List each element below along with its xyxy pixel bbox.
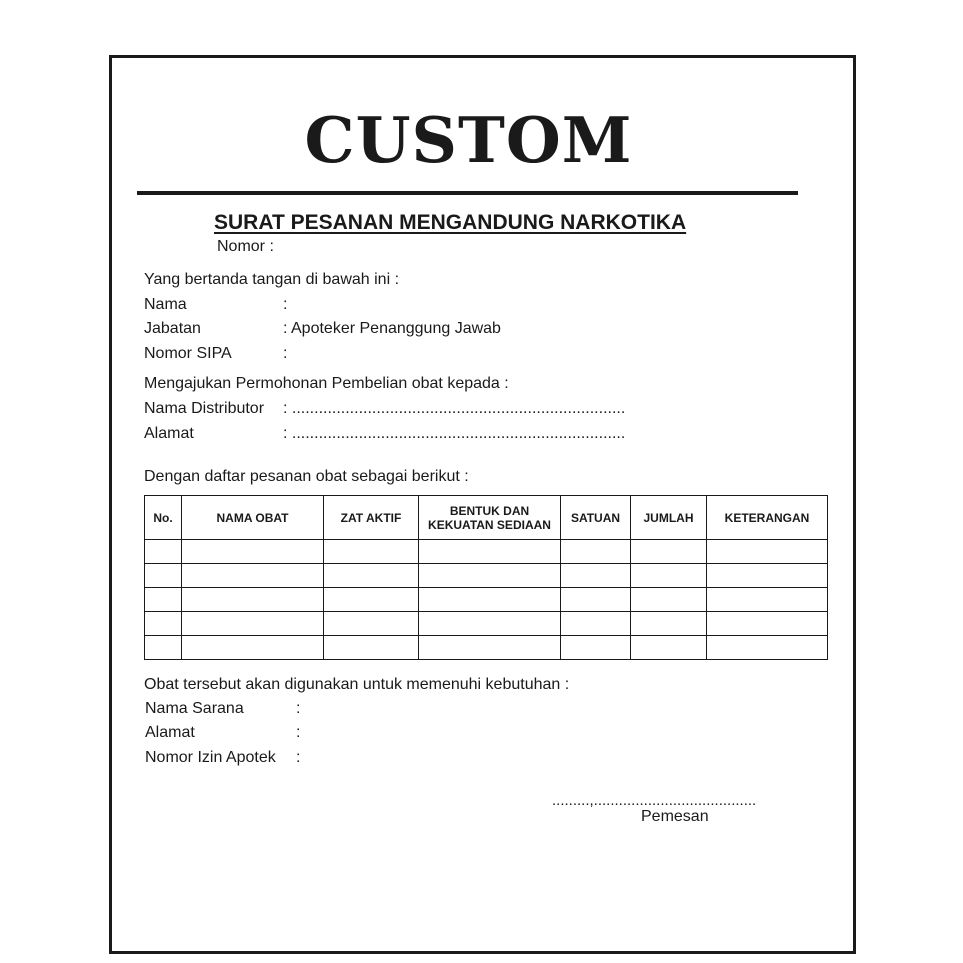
- table-cell: [631, 636, 707, 660]
- table-cell: [561, 564, 631, 588]
- field-label-izin-apotek: Nomor Izin Apotek: [145, 749, 276, 766]
- field-value-izin-apotek: :: [296, 749, 301, 766]
- field-label-alamat-distributor: Alamat: [144, 425, 194, 442]
- table-cell: [182, 564, 324, 588]
- table-cell: [182, 540, 324, 564]
- table-cell: [145, 636, 182, 660]
- field-value-nama-sarana: :: [296, 700, 301, 717]
- table-cell: [707, 540, 828, 564]
- table-cell: [631, 612, 707, 636]
- table-cell: [419, 564, 561, 588]
- purpose-text: Obat tersebut akan digunakan untuk memenuhi kebutuhan :: [144, 676, 570, 693]
- table-cell: [631, 540, 707, 564]
- field-value-alamat-sarana: :: [296, 724, 301, 741]
- field-label-distributor: Nama Distributor: [144, 400, 265, 417]
- order-table: [144, 495, 828, 660]
- header-jumlah: JUMLAH: [631, 496, 707, 540]
- intro-text: Yang bertanda tangan di bawah ini :: [144, 271, 400, 288]
- table-cell: [324, 612, 419, 636]
- table-cell: [561, 588, 631, 612]
- table-cell: [561, 636, 631, 660]
- field-label-sipa: Nomor SIPA: [144, 345, 232, 362]
- field-label-nama-sarana: Nama Sarana: [145, 700, 244, 717]
- table-cell: [707, 612, 828, 636]
- table-cell: [324, 564, 419, 588]
- table-cell: [419, 588, 561, 612]
- table-cell: [561, 612, 631, 636]
- table-cell: [145, 564, 182, 588]
- list-intro-text: Dengan daftar pesanan obat sebagai berikut :: [144, 468, 469, 485]
- table-cell: [145, 612, 182, 636]
- table-cell: [145, 588, 182, 612]
- request-text: Mengajukan Permohonan Pembelian obat kepada :: [144, 375, 509, 392]
- header-satuan: SATUAN: [561, 496, 631, 540]
- table-cell: [145, 540, 182, 564]
- field-value-nama: :: [283, 296, 288, 313]
- header-keterangan: KETERANGAN: [707, 496, 828, 540]
- signature-place-date: .........,.......................................: [552, 792, 757, 809]
- signature-role: Pemesan: [641, 808, 709, 825]
- table-cell: [324, 540, 419, 564]
- table-row: [145, 588, 828, 612]
- document-title: SURAT PESANAN MENGANDUNG NARKOTIKA: [214, 211, 687, 234]
- table-cell: [707, 588, 828, 612]
- table-cell: [419, 540, 561, 564]
- table-cell: [707, 636, 828, 660]
- table-row: [145, 612, 828, 636]
- table-cell: [631, 588, 707, 612]
- field-value-alamat-distributor: : ...........................................................................: [283, 425, 626, 442]
- field-label-alamat-sarana: Alamat: [145, 724, 195, 741]
- table-cell: [631, 564, 707, 588]
- table-cell: [182, 588, 324, 612]
- table-cell: [707, 564, 828, 588]
- table-cell: [182, 636, 324, 660]
- field-label-jabatan: Jabatan: [144, 320, 201, 337]
- table-cell: [324, 588, 419, 612]
- table-body: [145, 540, 828, 660]
- field-value-jabatan: : Apoteker Penanggung Jawab: [283, 320, 501, 337]
- field-value-distributor: : ...........................................................................: [283, 400, 626, 417]
- brand-logo-text: CUSTOM: [304, 103, 633, 177]
- table-cell: [324, 636, 419, 660]
- table-cell: [419, 612, 561, 636]
- table-row: [145, 636, 828, 660]
- header-divider: [137, 191, 798, 195]
- table-cell: [419, 636, 561, 660]
- header-zat-aktif: ZAT AKTIF: [324, 496, 419, 540]
- table-row: [145, 540, 828, 564]
- header-nama-obat: NAMA OBAT: [182, 496, 324, 540]
- table-header-row: [145, 496, 828, 540]
- table-cell: [182, 612, 324, 636]
- header-bentuk-sediaan: BENTUK DAN KEKUATAN SEDIAAN: [419, 496, 561, 540]
- header-no: No.: [145, 496, 182, 540]
- field-value-sipa: :: [283, 345, 288, 362]
- nomor-label: Nomor :: [217, 238, 274, 255]
- table-cell: [561, 540, 631, 564]
- field-label-nama: Nama: [144, 296, 187, 313]
- table-row: [145, 564, 828, 588]
